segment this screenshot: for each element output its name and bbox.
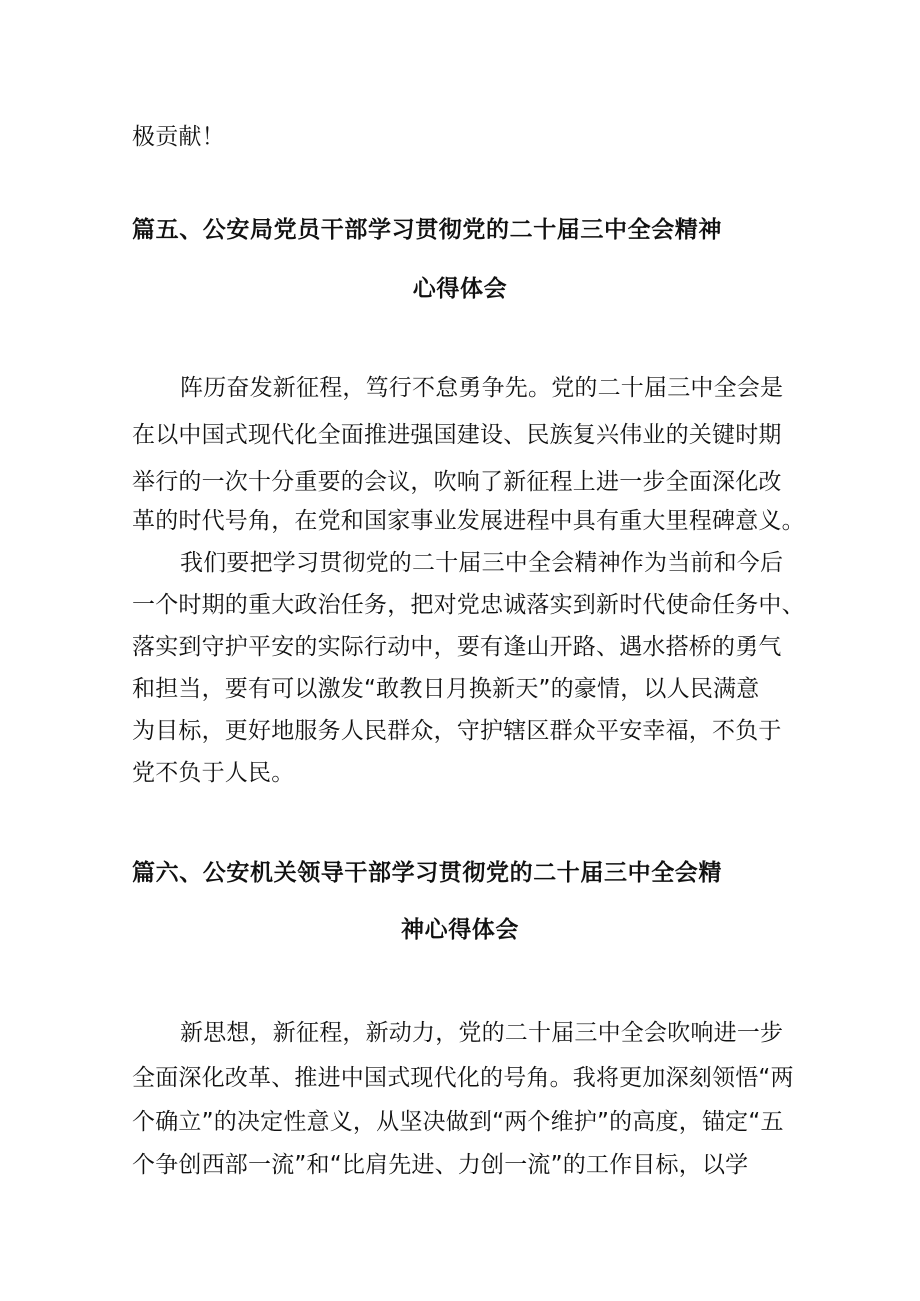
section5-para2-line: 党不负于人民。	[132, 760, 295, 786]
section6-para1-line: 新思想，新征程，新动力，党的二十届三中全会吹响进一步	[180, 1020, 784, 1046]
section5-para2-line: 一个时期的重大政治任务，把对党忠诚落实到新时代使命任务中、	[132, 592, 805, 618]
section5-para1-line: 举行的一次十分重要的会议，吹响了新征程上进一步全面深化改	[132, 469, 782, 495]
section5-para2-line: 我们要把学习贯彻党的二十届三中全会精神作为当前和今后	[180, 550, 784, 576]
section6-para1-line: 个确立”的决定性意义，从坚决做到“两个维护”的高度，锚定“五	[132, 1109, 784, 1135]
section5-para2-line: 落实到守护平安的实际行动中，要有逢山开路、遇水搭桥的勇气	[132, 634, 782, 660]
section5-para1-line: 革的时代号角，在党和国家事业发展进程中具有重大里程碑意义。	[132, 508, 805, 534]
section5-para1-line: 阵历奋发新征程，笃行不怠勇争先。党的二十届三中全会是	[180, 375, 784, 401]
section5-para2-line: 为目标，更好地服务人民群众，守护辖区群众平安幸福，不负于	[132, 718, 782, 744]
continuation-text: 极贡献！	[132, 124, 225, 150]
section6-title-line2: 神心得体会	[401, 917, 519, 943]
section6-para1-line: 全面深化改革、推进中国式现代化的号角。我将更加深刻领悟“两	[132, 1065, 794, 1091]
section6-title-line1: 篇六、公安机关领导干部学习贯彻党的二十届三中全会精	[132, 860, 722, 886]
section5-para2-line: 和担当，要有可以激发“敢教日月换新天”的豪情，以人民满意	[132, 676, 760, 702]
section5-para1-line: 在以中国式现代化全面推进强国建设、民族复兴伟业的关键时期	[132, 422, 782, 448]
section5-title-line1: 篇五、公安局党员干部学习贯彻党的二十届三中全会精神	[132, 217, 722, 243]
section5-title-line2: 心得体会	[412, 276, 508, 302]
section6-para1-line: 个争创西部一流”和“比肩先进、力创一流”的工作目标，以学	[132, 1152, 749, 1178]
